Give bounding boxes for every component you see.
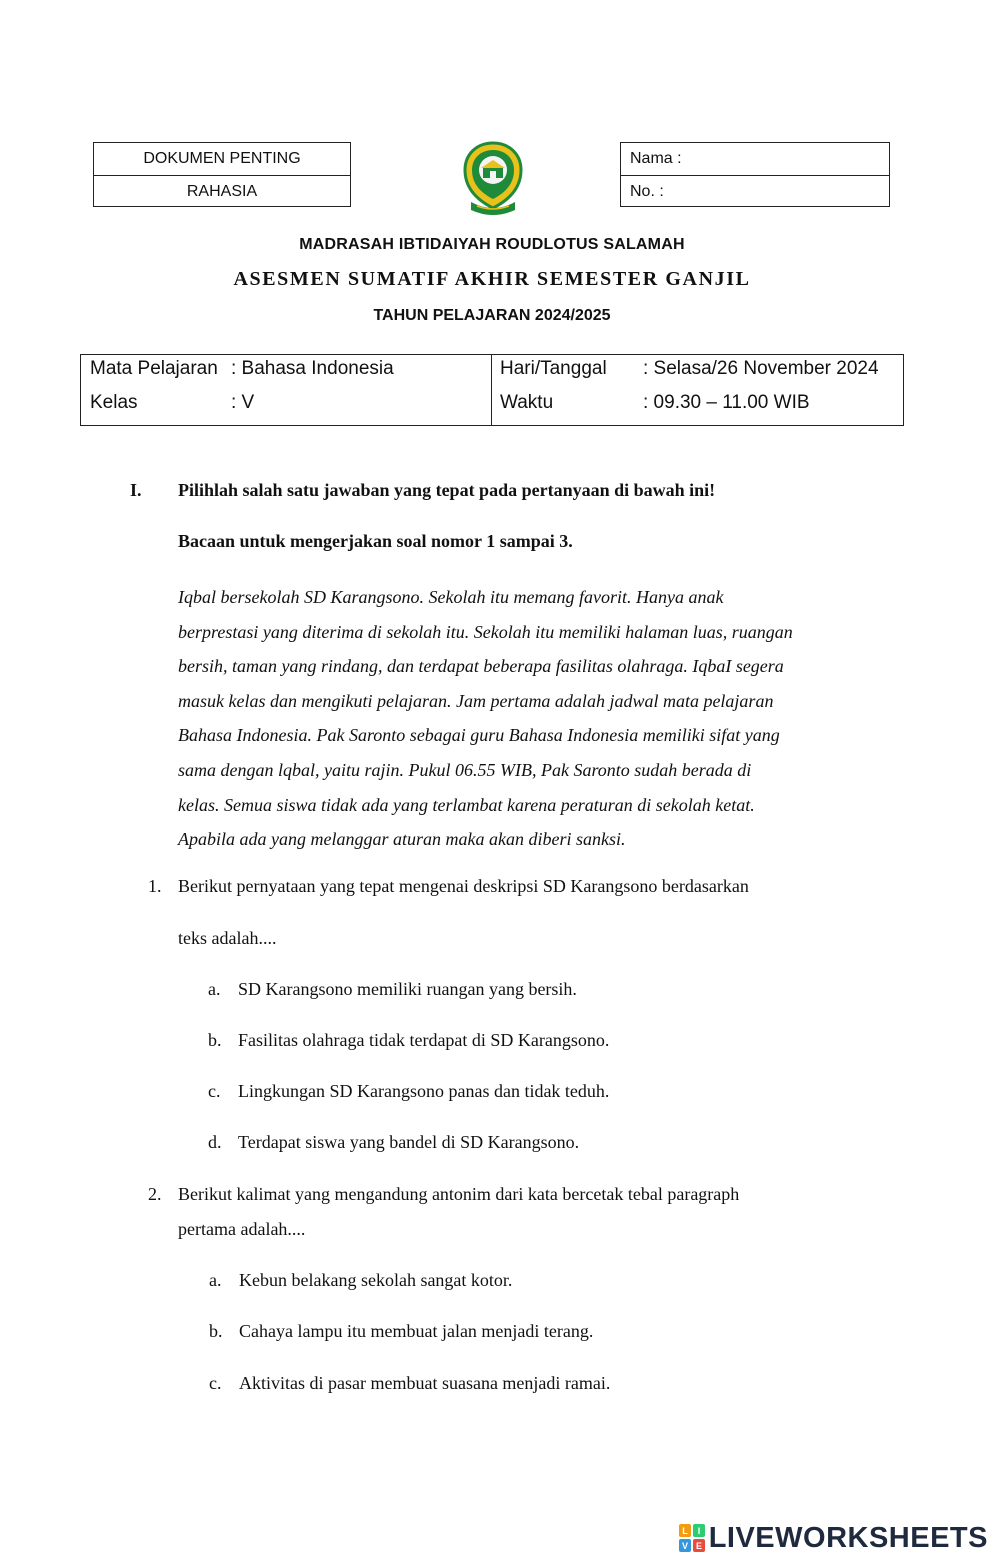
school-emblem-icon <box>461 140 525 216</box>
reading-line: Iqbal bersekolah SD Karangsono. Sekolah itu memang favorit. Hanya anak <box>178 587 724 607</box>
reading-line: berprestasi yang diterima di sekolah itu. Sekolah itu memiliki halaman luas, ruangan <box>178 621 793 642</box>
reading-line: Apabila ada yang melanggar aturan maka akan diberi sanksi. <box>178 829 626 850</box>
reading-line: kelas. Semua siswa tidak ada yang terlambat karena peraturan di sekolah ketat. <box>178 794 755 815</box>
option-text[interactable]: Terdapat siswa yang bandel di SD Karangsono. <box>238 1132 580 1152</box>
reading-line: masuk kelas dan mengikuti pelajaran. Jam pertama adalah jadwal mata pelajaran <box>178 690 774 711</box>
date-value: : Selasa/26 November 2024 <box>643 358 879 379</box>
reading-line: sama dengan lqbal, yaitu rajin. Pukul 06.55 WIB, Pak Saronto sudah berada di <box>178 759 752 780</box>
number-field-label: No. : <box>621 175 889 207</box>
exam-title: ASESMEN SUMATIF AKHIR SEMESTER GANJIL <box>233 268 751 290</box>
logo-letter: V <box>681 1541 688 1551</box>
question-1-number: 1. <box>148 876 162 896</box>
table-divider <box>491 355 492 425</box>
exam-info-table <box>80 354 904 426</box>
liveworksheets-brand[interactable] <box>679 1520 988 1556</box>
logo-letter: I <box>697 1526 700 1536</box>
document-label-box <box>93 142 351 207</box>
liveworksheets-logo-icon <box>679 1524 705 1552</box>
section-number: I. <box>130 480 142 500</box>
section-instruction: Pilihlah salah satu jawaban yang tepat pada pertanyaan di bawah ini! <box>178 480 716 500</box>
option-letter[interactable]: a. <box>209 1270 222 1290</box>
option-letter[interactable]: b. <box>208 1030 222 1050</box>
subject-label: Mata Pelajaran <box>90 358 218 379</box>
document-label-secret: RAHASIA <box>94 175 350 207</box>
question-2-number: 2. <box>148 1184 162 1204</box>
academic-year: TAHUN PELAJARAN 2024/2025 <box>373 307 611 324</box>
reading-title: Bacaan untuk mengerjakan soal nomor 1 sampai 3. <box>178 531 573 551</box>
logo-letter: L <box>681 1526 688 1536</box>
student-identity-box <box>620 142 890 207</box>
date-label: Hari/Tanggal <box>500 358 607 379</box>
option-text[interactable]: Cahaya lampu itu membuat jalan menjadi terang. <box>239 1321 594 1341</box>
option-text[interactable]: Kebun belakang sekolah sangat kotor. <box>239 1270 513 1290</box>
option-letter[interactable]: c. <box>208 1081 221 1101</box>
question-1-text-continued: teks adalah.... <box>178 928 277 948</box>
question-2-text-continued: pertama adalah.... <box>178 1219 306 1239</box>
school-name: MADRASAH IBTIDAIYAH ROUDLOTUS SALAMAH <box>299 236 685 253</box>
logo-letter: E <box>695 1541 702 1551</box>
name-field-label: Nama : <box>630 150 682 167</box>
option-text[interactable]: Aktivitas di pasar membuat suasana menjadi ramai. <box>239 1373 611 1393</box>
question-1-text: Berikut pernyataan yang tepat mengenai deskripsi SD Karangsono berdasarkan <box>178 876 749 896</box>
time-value: : 09.30 – 11.00 WIB <box>643 392 810 413</box>
option-text[interactable]: SD Karangsono memiliki ruangan yang bersih. <box>238 979 577 999</box>
option-letter[interactable]: d. <box>208 1132 222 1152</box>
reading-passage <box>178 580 878 857</box>
document-label-important: DOKUMEN PENTING <box>143 150 301 167</box>
option-text[interactable]: Fasilitas olahraga tidak terdapat di SD Karangsono. <box>238 1030 610 1050</box>
option-letter[interactable]: a. <box>208 979 221 999</box>
class-label: Kelas <box>90 392 138 413</box>
reading-line: Bahasa Indonesia. Pak Saronto sebagai guru Bahasa Indonesia memiliki sifat yang <box>178 725 780 746</box>
option-letter[interactable]: c. <box>209 1373 222 1393</box>
subject-value: : Bahasa Indonesia <box>231 358 394 379</box>
time-label: Waktu <box>500 392 554 413</box>
option-text[interactable]: Lingkungan SD Karangsono panas dan tidak teduh. <box>238 1081 610 1101</box>
question-2-text: Berikut kalimat yang mengandung antonim dari kata bercetak tebal paragraph <box>178 1184 740 1204</box>
brand-name[interactable]: LIVEWORKSHEETS <box>708 1521 988 1554</box>
option-letter[interactable]: b. <box>209 1321 223 1341</box>
reading-line: bersih, taman yang rindang, dan terdapat beberapa fasilitas olahraga. IqbaI segera <box>178 656 784 677</box>
class-value: : V <box>231 392 255 413</box>
